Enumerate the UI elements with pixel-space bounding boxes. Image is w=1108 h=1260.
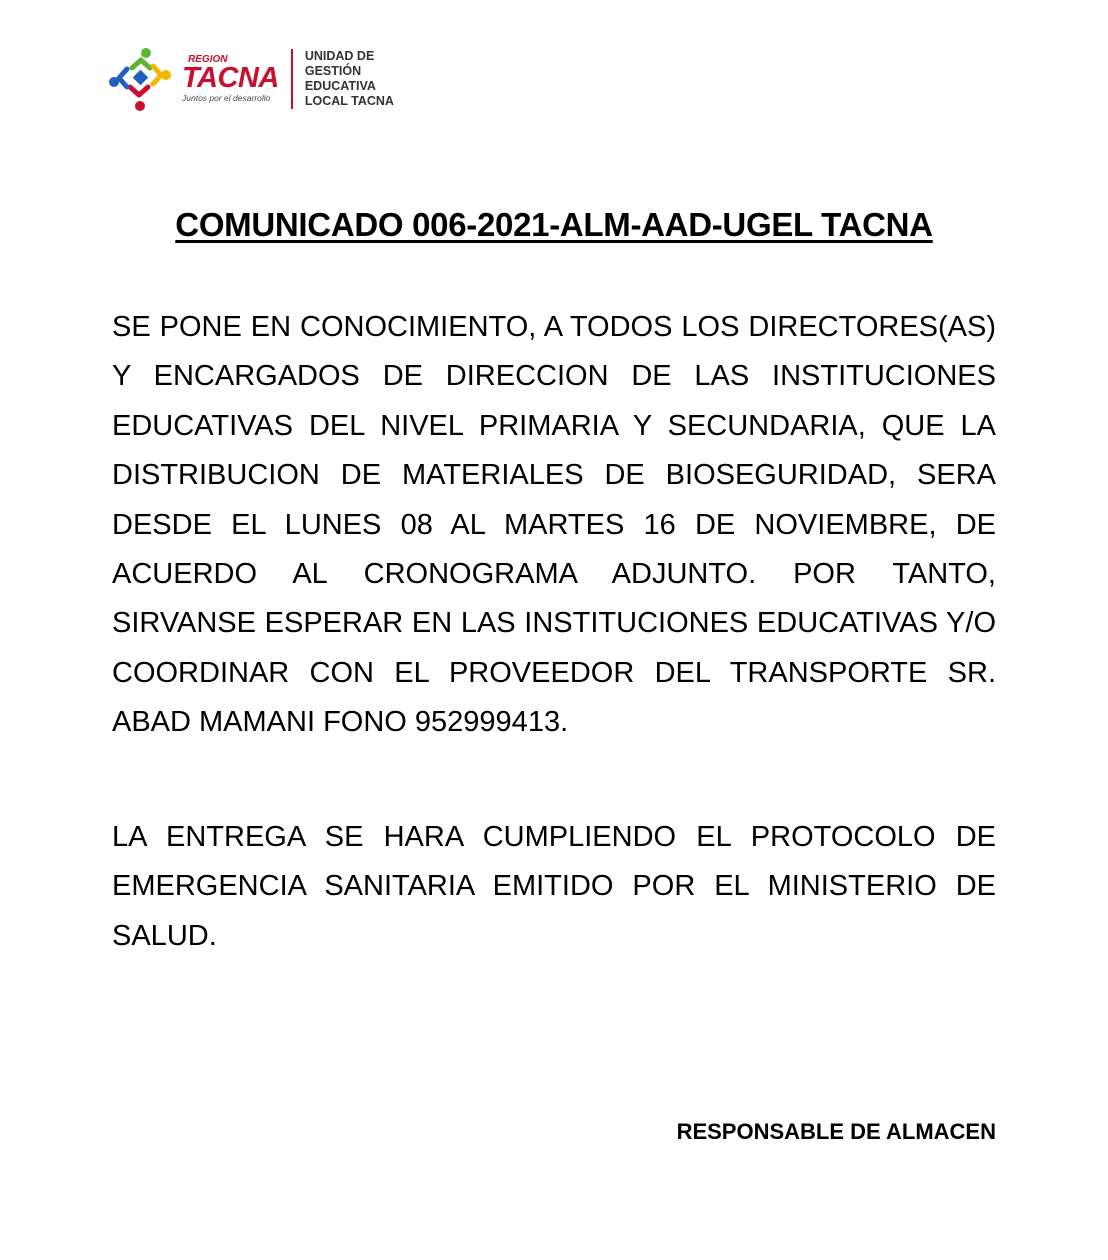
brand-slogan: Juntos por el desarrollo — [182, 93, 271, 104]
institution-line: EDUCATIVA — [304, 79, 376, 93]
brand-name: TACNA — [182, 62, 279, 95]
institution-line: GESTIÓN — [304, 64, 362, 78]
header-divider — [291, 49, 293, 109]
institution-line: LOCAL TACNA — [304, 94, 394, 108]
brand-wordmark — [182, 55, 279, 103]
body-paragraph-1: SE PONE EN CONOCIMIENTO, A TODOS LOS DIRECTORES(AS) Y ENCARGADOS DE DIRECCION DE LAS INSTITUCIONES EDUCATIVAS DEL NIVEL PRIMARIA Y SECUNDARIA, QUE LA DISTRIBUCION DE MATERIALES DE BIOSEGURIDAD, SERA DESDE EL LUNES 08 AL MARTES 16 DE NOVIEMBRE, DE ACUERDO AL CRONOGRAMA ADJUNTO. POR TANTO, SIRVANSE ESPERAR EN LAS INSTITUCIONES EDUCATIVAS Y/O COORDINAR CON EL PROVEEDOR DEL TRANSPORTE SR. ABAD MAMANI FONO 952999413. — [112, 311, 996, 739]
brand-region-label: REGION — [188, 54, 228, 66]
document-title: COMUNICADO 006-2021-ALM-AAD-UGEL TACNA — [175, 206, 933, 243]
letterhead — [108, 44, 415, 114]
region-tacna-logo-icon — [108, 46, 174, 112]
signature-line: RESPONSABLE DE ALMACEN — [676, 1119, 996, 1144]
institution-line: UNIDAD DE — [304, 49, 375, 63]
body-paragraph-2: LA ENTREGA SE HARA CUMPLIENDO EL PROTOCOLO DE EMERGENCIA SANITARIA EMITIDO POR EL MINISTERIO DE SALUD. — [112, 821, 996, 952]
institution-name — [305, 49, 415, 109]
